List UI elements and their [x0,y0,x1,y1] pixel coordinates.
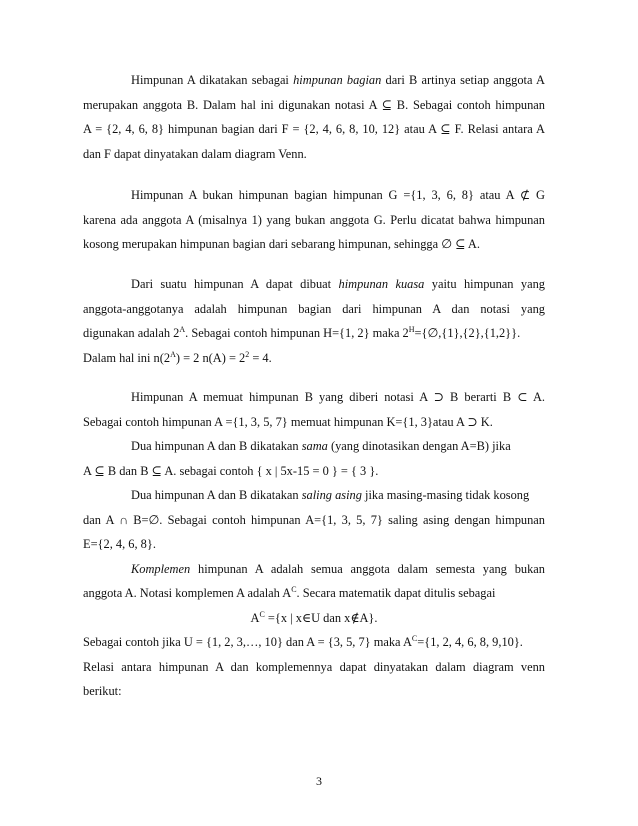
paragraph-not-subset [83,183,545,257]
term-himpunan-kuasa: himpunan kuasa [338,277,425,291]
term-saling-asing: saling asing [301,488,362,502]
text-line: Dalam hal ini $n(2^A) = 2$ $n(A) = 2^2 = 4$. [83,349,272,365]
text-line: digunakan adalah $2^A$. Sebagai contoh himpunan H={1, 2} maka $2^H=\{\emptyset,\{1\},\{2\},\{1,2\}\}$. [83,325,521,340]
text-line: Dua himpunan A dan B dikatakan sama (yang dinotasikan dengan A=B) jika [131,439,511,453]
paragraph-power-set [83,272,545,370]
text-line: merupakan anggota B. Dalam hal ini digunakan notasi A ⊆ B. Sebagai contoh himpunan [83,97,545,112]
text-line: Dari suatu himpunan A dapat dibuat himpunan kuasa yaitu himpunan yang [131,277,545,291]
text-line: A = {2, 4, 6, 8} himpunan bagian dari F = {2, 4, 6, 8, 10, 12} atau A ⊆ F. Relasi antara A [83,122,545,136]
text-line: Komplemen himpunan A adalah semua anggota dalam semesta yang bukan [131,561,545,576]
text-line: kosong merupakan himpunan bagian dari sebarang himpunan, sehingga ∅ ⊆ A. [83,237,480,251]
page-number: 3 [316,774,322,788]
text-line: berikut: [83,684,122,698]
text-line: Dua himpunan A dan B dikatakan saling asing jika masing-masing tidak kosong [131,488,530,502]
text-line: Sebagai contoh jika U = {1, 2, 3,…, 10} dan A = {3, 5, 7} maka $A^C=\{1$, 2, 4, 6, 8, 9,10}. [83,634,523,649]
text-line: Relasi antara himpunan A dan komplemennya dapat dinyatakan dalam diagram venn [83,659,545,674]
text-line: karena ada anggota A (misalnya 1) yang bukan anggota G. Perlu dicatat bahwa himpunan [83,212,545,227]
text-line: dan A ∩ B=∅. Sebagai contoh himpunan A={1, 3, 5, 7} saling asing dengan himpunan [83,512,545,527]
text-line: A ⊆ B dan B ⊆ A. sebagai contoh { x | 5x-15 = 0 } = { 3 }. [83,463,379,478]
text-line: Sebagai contoh himpunan A ={1, 3, 5, 7} memuat himpunan K={1, 3}atau A ⊃ K. [83,414,493,429]
paragraph-subset-definition [83,68,545,166]
text-line: anggota A. Notasi komplemen A adalah $A^C$. Secara matematik dapat ditulis sebagai [83,585,496,600]
text-line: E={2, 4, 6, 8}. [83,537,156,551]
term-himpunan-bagian: himpunan bagian [293,73,382,87]
term-komplemen: Komplemen [131,561,191,576]
formula-complement: $A^C =\{x$ | x∈U dan x∉A}. [250,609,378,625]
text-line: Himpunan A dikatakan sebagai himpunan bagian dari B artinya setiap anggota A [131,73,545,87]
text-line: dan F dapat dinyatakan dalam diagram Venn. [83,146,307,161]
text-line: Himpunan A bukan himpunan bagian himpunan G ={1, 3, 6, 8} atau A ⊄ G [131,188,545,202]
term-sama: sama [301,439,328,453]
text-line: Himpunan A memuat himpunan B yang diberi notasi A ⊃ B berarti B ⊂ A. [131,390,545,404]
text-line: anggota-anggotanya adalah himpunan bagian dari himpunan A dan notasi yang [83,301,545,316]
paragraph-superset-equal-disjoint-complement [83,385,545,704]
